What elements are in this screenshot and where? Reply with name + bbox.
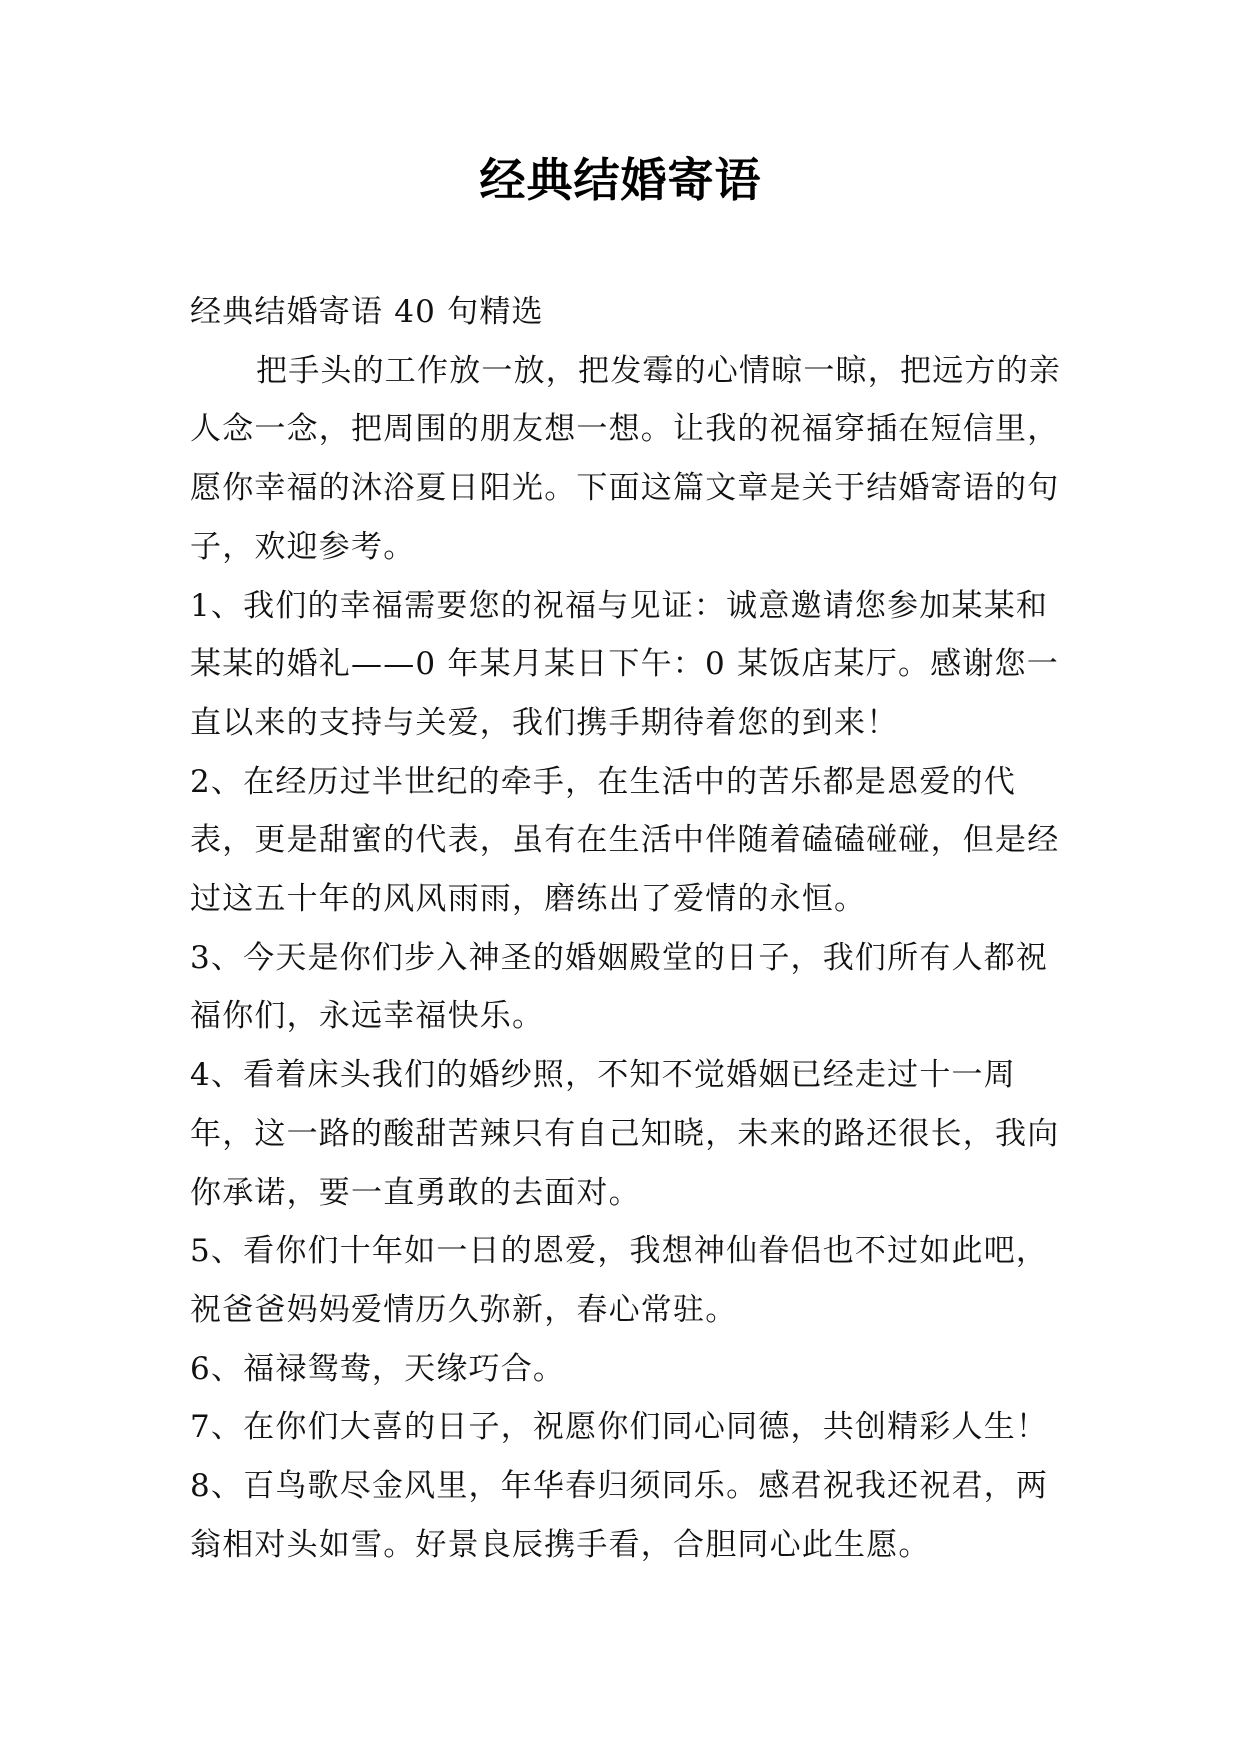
list-item: 3、今天是你们步入神圣的婚姻殿堂的日子，我们所有人都祝福你们，永远幸福快乐。 [190, 939, 1049, 1035]
list-item: 6、福禄鸳鸯，天缘巧合。 [190, 1350, 566, 1387]
list-item: 1、我们的幸福需要您的祝福与见证：诚意邀请您参加某某和某某的婚礼——0 年某月某日下午：0 某饭店某厅。感谢您一直以来的支持与关爱，我们携手期待着您的到来！ [190, 587, 1059, 741]
list-item: 5、看你们十年如一日的恩爱，我想神仙眷侣也不过如此吧，祝爸爸妈妈爱情历久弥新，春心常驻。 [190, 1233, 1049, 1328]
list-item: 4、看着床头我们的婚纱照，不知不觉婚姻已经走过十一周年，这一路的酸甜苦辣只有自己知晓，未来的路还很长，我向你承诺，要一直勇敢的去面对。 [190, 1057, 1060, 1211]
document-title: 经典结婚寄语 [479, 153, 762, 207]
list-item: 2、在经历过半世纪的牵手，在生活中的苦乐都是恩爱的代表，更是甜蜜的代表，虽有在生活中伴随着磕磕碰碰，但是经过这五十年的风风雨雨，磨练出了爱情的永恒。 [190, 763, 1060, 918]
subtitle-line: 经典结婚寄语 40 句精选 [190, 294, 544, 330]
document-body [190, 283, 1070, 1574]
list-item: 8、百鸟歌尽金风里，年华春归须同乐。感君祝我还祝君，两翁相对头如雪。好景良辰携手看，合胆同心此生愿。 [190, 1468, 1049, 1563]
list-item: 7、在你们大喜的日子，祝愿你们同心同德，共创精彩人生！ [190, 1409, 1049, 1446]
intro-paragraph: 把手头的工作放一放，把发霉的心情晾一晾，把远方的亲人念一念，把周围的朋友想一想。让我的祝福穿插在短信里，愿你幸福的沐浴夏日阳光。下面这篇文章是关于结婚寄语的句子，欢迎参考。 [190, 352, 1061, 565]
